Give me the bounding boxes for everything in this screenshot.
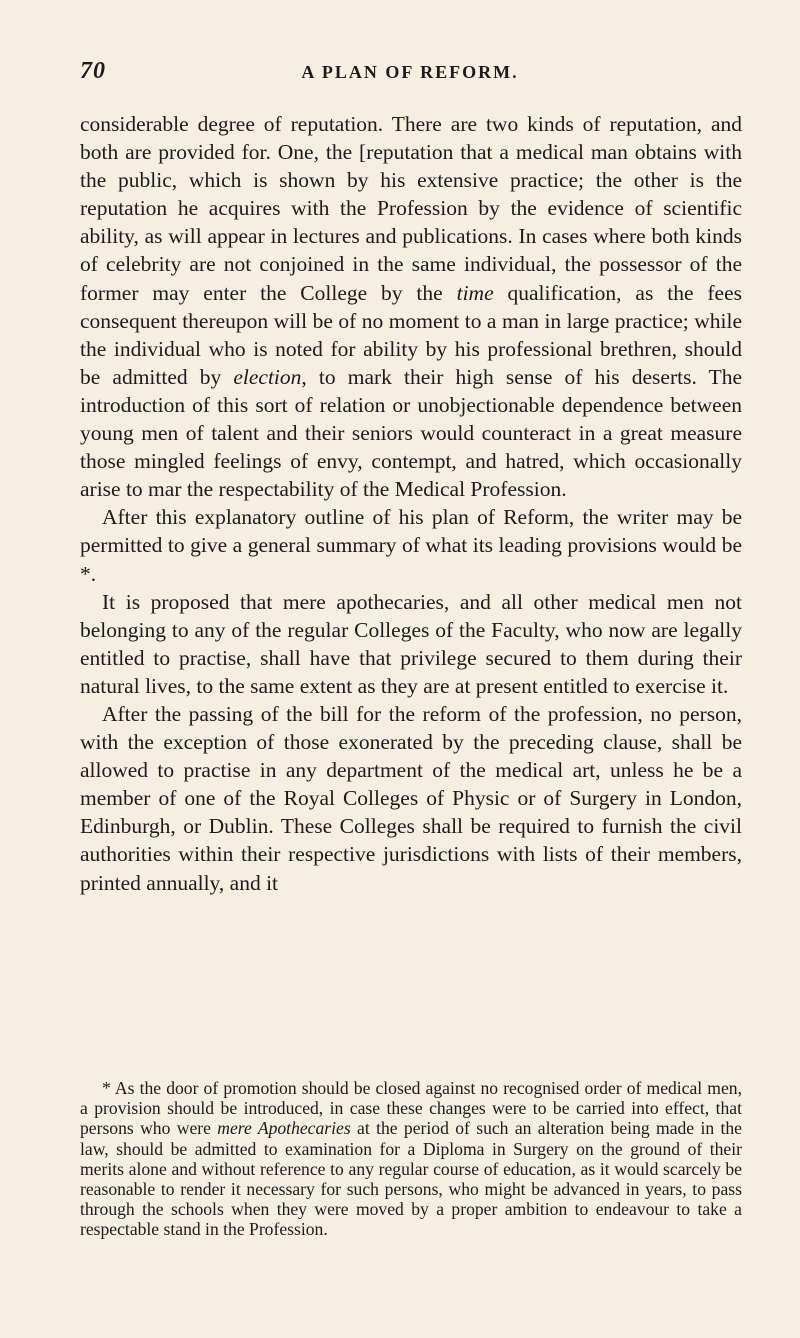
footnote-text [80, 1078, 742, 1240]
footnote-part-a: * As the door of promotion should be closed against no recognised order of medical men, a provision should be introduced, in case these changes were to be carried into effect, that persons who were [80, 1078, 742, 1139]
italic-election: election [233, 364, 302, 389]
main-text [80, 110, 742, 897]
page-number: 70 [80, 58, 106, 84]
paragraph-1-part-a: considerable degree of reputation. There are two kinds of reputation, and both are provided for. One, the [reputation that a medical man obtains with the public, which is shown by his extensive practice; the other is the reputation he acquires with the Profession by the evidence of scientific ability, as will appear in lectures and publications. In cases where both kinds of celebrity are not conjoined in the same individual, the possessor of the former may enter the College by the [80, 112, 742, 305]
paragraph-1-part-e: , to mark their high sense of his deserts. The introduction of this sort of relation or unobjectionable dependence between young men of talent and their seniors would counteract in a great measure those mingled feelings of envy, contempt, and hatred, which occasionally arise to mar the respectability of the Medical Profession. [80, 364, 742, 502]
paragraph-3: It is proposed that mere apothecaries, and all other medical men not belonging to any of the regular Colleges of the Faculty, who now are legally entitled to practise, shall have that privilege secured to them during their natural lives, to the same extent as they are at present entitled to exercise it. [80, 589, 742, 698]
footnote-part-c: at the period of such an alteration being made in the law, should be admitted to examination for a Diploma in Surgery on the ground of their merits alone and without reference to any regular course of education, as it would scarcely be reasonable to render it necessary for such persons, who might be advanced in years, to pass through the schools when they were moved by a proper ambition to endeavour to take a respectable stand in the Profession. [80, 1118, 742, 1240]
page-header [80, 58, 740, 92]
footnote [80, 1078, 742, 1240]
paragraph-1 [80, 110, 742, 503]
italic-mere-apothecaries: mere Apothecaries [217, 1118, 351, 1139]
italic-time: time [456, 280, 494, 305]
running-title: A PLAN OF REFORM. [301, 62, 519, 82]
paragraph-4: After the passing of the bill for the reform of the profession, no person, with the exception of those exonerated by the preceding clause, shall be allowed to practise in any department of the medical art, unless he be a member of one of the Royal Colleges of Physic or of Surgery in London, Edinburgh, or Dublin. These Colleges shall be required to furnish the civil authorities within their respective jurisdictions with lists of their members, printed annually, and it [80, 701, 742, 895]
paragraph-2: After this explanatory outline of his plan of Reform, the writer may be permitted to give a general summary of what its leading provisions would be *. [80, 505, 742, 586]
paragraph-1-part-c: qualification, as the fees consequent thereupon will be of no moment to a man in large practice; while the individual who is noted for ability by his professional brethren, should be admitted by [80, 280, 742, 389]
